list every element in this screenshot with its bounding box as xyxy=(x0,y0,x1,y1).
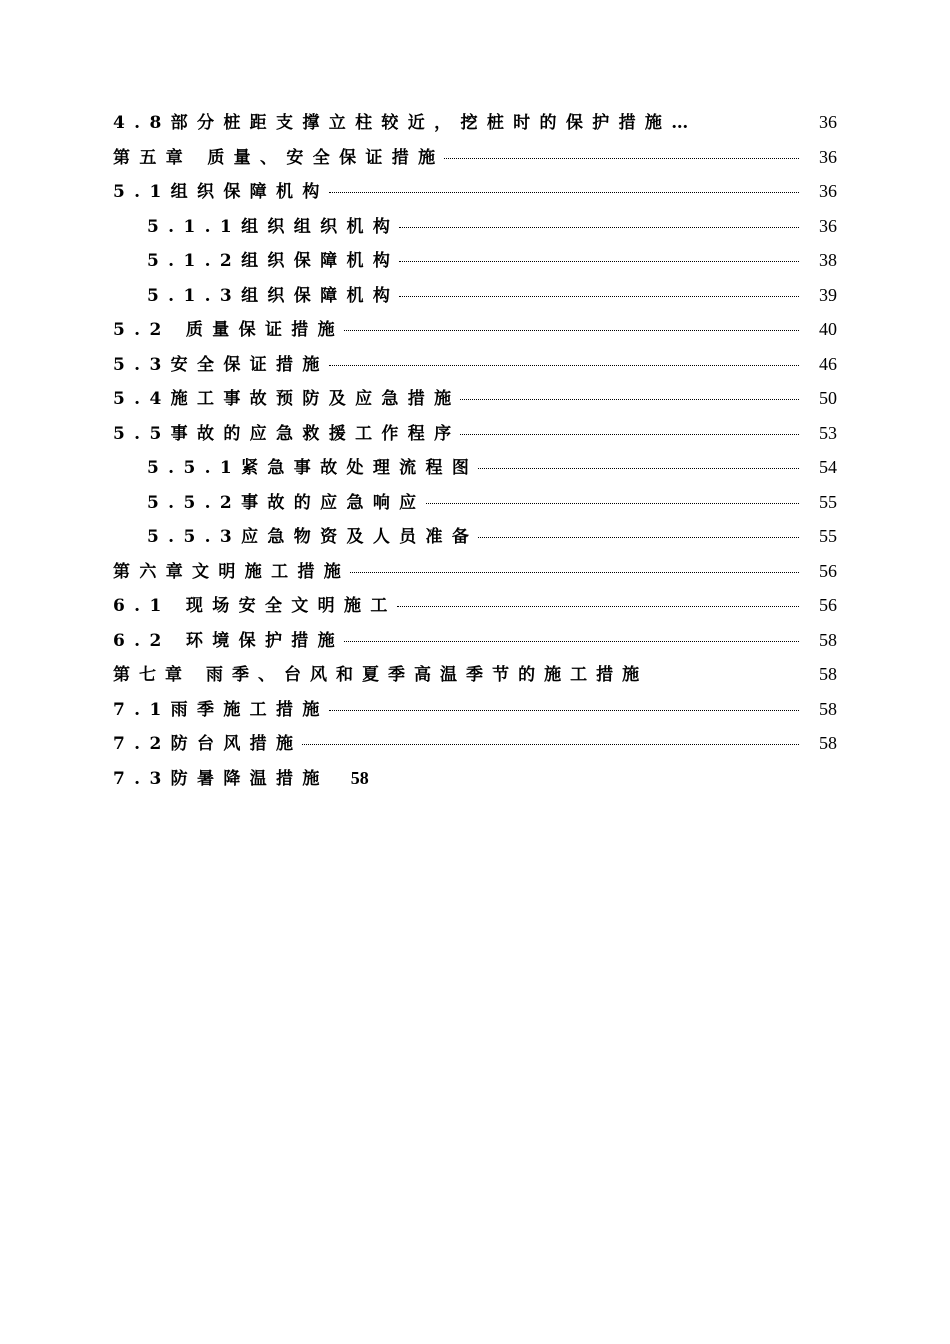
toc-entry-title: 5.1.3组织保障机构 xyxy=(147,285,400,306)
toc-entry-title: 4.8部分桩距支撑立柱较近，挖桩时的保护措施… xyxy=(113,113,698,133)
toc-entry-page: 40 xyxy=(819,319,837,339)
toc-leader xyxy=(478,537,799,538)
toc-entry[interactable] xyxy=(113,108,837,143)
toc-entry-title: 第五章 质量、安全保证措施 xyxy=(113,147,445,168)
toc-entry-page: 36 xyxy=(819,215,837,236)
toc-entry-page: 58 xyxy=(819,629,837,650)
toc-entry-page: 58 xyxy=(350,767,369,788)
toc-leader xyxy=(329,710,799,711)
toc-leader xyxy=(460,399,799,400)
toc-leader xyxy=(344,641,799,642)
toc-leader xyxy=(329,192,799,193)
toc-entry-page: 58 xyxy=(819,664,837,684)
toc-entry-page: 54 xyxy=(819,457,837,477)
toc-entry-page: 58 xyxy=(819,733,837,753)
toc-entry-title: 5.5事故的应急救援工作程序 xyxy=(113,423,461,444)
toc-leader xyxy=(460,434,799,435)
toc-entry-title: 6.2 环境保护措施 xyxy=(113,630,344,651)
toc-entry-page: 36 xyxy=(819,146,837,167)
toc-entry[interactable] xyxy=(113,350,837,385)
toc-entry-page: 46 xyxy=(819,353,837,374)
toc-entry-page: 53 xyxy=(819,422,837,443)
toc-entry[interactable] xyxy=(113,246,837,281)
table-of-contents xyxy=(113,108,837,798)
toc-entry-title: 5.5.2事故的应急响应 xyxy=(147,492,426,513)
toc-entry-title: 5.5.1紧急事故处理流程图 xyxy=(147,458,479,478)
toc-entry-page: 38 xyxy=(819,250,837,270)
toc-entry-page: 50 xyxy=(819,388,837,408)
toc-entry-title: 7.1雨季施工措施 xyxy=(113,699,329,720)
toc-leader xyxy=(350,572,799,573)
toc-entry[interactable] xyxy=(113,315,837,350)
toc-entry[interactable] xyxy=(113,384,837,419)
toc-leader xyxy=(302,744,799,745)
toc-entry[interactable] xyxy=(113,729,837,764)
toc-leader xyxy=(399,296,799,297)
toc-entry[interactable] xyxy=(113,764,837,799)
toc-entry[interactable] xyxy=(113,453,837,488)
toc-entry-page: 56 xyxy=(819,595,837,615)
toc-entry-title: 5.2 质量保证措施 xyxy=(113,320,344,340)
toc-entry[interactable] xyxy=(113,660,837,695)
toc-entry-page: 36 xyxy=(819,112,837,132)
toc-entry[interactable] xyxy=(113,143,837,178)
toc-entry[interactable] xyxy=(113,281,837,316)
toc-leader xyxy=(397,606,799,607)
toc-leader xyxy=(399,227,799,228)
toc-leader xyxy=(444,158,799,159)
toc-entry[interactable] xyxy=(113,488,837,523)
toc-entry[interactable] xyxy=(113,177,837,212)
toc-entry[interactable] xyxy=(113,522,837,557)
toc-entry-title: 7.2防台风措施 xyxy=(113,734,303,754)
toc-entry-title: 6.1 现场安全文明施工 xyxy=(113,596,397,616)
toc-entry[interactable] xyxy=(113,591,837,626)
toc-entry[interactable] xyxy=(113,626,837,661)
toc-entry[interactable] xyxy=(113,212,837,247)
toc-entry[interactable] xyxy=(113,419,837,454)
toc-leader xyxy=(478,468,799,469)
toc-entry-page: 39 xyxy=(819,284,837,305)
toc-entry-title: 第六章文明施工措施 xyxy=(113,561,351,582)
toc-entry-page: 55 xyxy=(819,491,837,512)
toc-entry-title: 5.1组织保障机构 xyxy=(113,182,329,202)
toc-entry-page: 56 xyxy=(819,560,837,581)
toc-entry[interactable] xyxy=(113,695,837,730)
toc-entry-page: 58 xyxy=(819,698,837,719)
toc-entry-title: 5.1.2组织保障机构 xyxy=(147,251,400,271)
toc-leader xyxy=(399,261,799,262)
toc-leader xyxy=(344,330,799,331)
toc-leader xyxy=(329,365,799,366)
toc-entry-title: 第七章 雨季、台风和夏季高温季节的施工措施 xyxy=(113,665,649,685)
toc-leader xyxy=(426,503,799,504)
toc-entry-page: 36 xyxy=(819,181,837,201)
toc-entry-title: 5.4施工事故预防及应急措施 xyxy=(113,389,461,409)
toc-entry-title: 5.1.1组织组织机构 xyxy=(147,216,400,237)
toc-entry-title: 5.5.3应急物资及人员准备 xyxy=(147,527,479,547)
toc-entry[interactable] xyxy=(113,557,837,592)
toc-entry-page: 55 xyxy=(819,526,837,546)
toc-entry-title: 5.3安全保证措施 xyxy=(113,354,329,375)
toc-entry-title: 7.3防暑降温措施 xyxy=(113,768,329,789)
